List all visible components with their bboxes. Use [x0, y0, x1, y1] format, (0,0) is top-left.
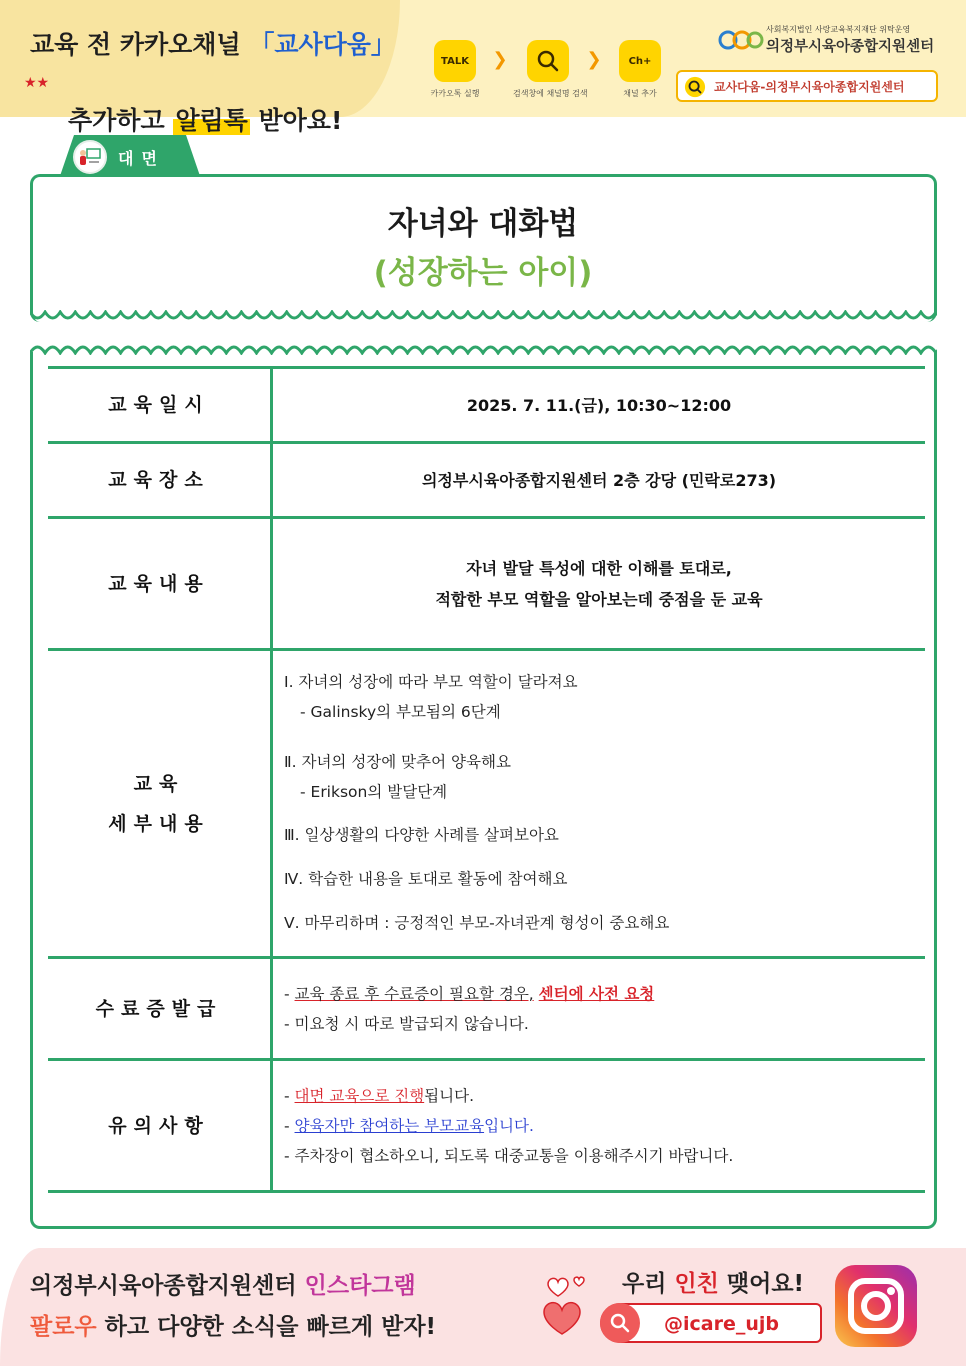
step-add-channel: Ch+ 채널 추가: [605, 40, 675, 99]
kakao-steps: [420, 40, 675, 100]
step-search: 검색창에 채널명 검색: [513, 40, 583, 99]
list-item: Ⅰ. 자녀의 성장에 따라 부모 역할이 달라져요: [284, 673, 578, 691]
table-row-certificate: [48, 956, 925, 1058]
instagram-handle-box[interactable]: [600, 1303, 822, 1343]
table-bottom-line: [48, 1190, 925, 1193]
org-logo-icon: [718, 28, 764, 52]
info-table: [48, 366, 925, 1192]
list-item: - 양육자만 참여하는 부모교육입니다.: [284, 1117, 534, 1135]
content-label: 교육내용: [108, 572, 210, 595]
insta-friend-title: 우리 인친 맺어요!: [622, 1271, 805, 1297]
alimtalk-highlight: 알림톡: [175, 106, 248, 135]
instagram-handle: @icare_ujb: [664, 1313, 779, 1335]
table-row-notes: [48, 1058, 925, 1190]
details-list: [284, 651, 914, 956]
instagram-logo-icon[interactable]: [835, 1265, 917, 1347]
table-row-content: [48, 516, 925, 648]
title-card-wave-border: [30, 310, 937, 324]
place-label: 교육장소: [108, 469, 210, 491]
org-subtitle: 사회복지법인 사랑교육복지재단 위탁운영: [766, 25, 911, 34]
page-subtitle: (성장하는 아이): [373, 255, 593, 291]
search-icon: [527, 40, 569, 82]
channel-search-text: 교사다움-의정부시육아종합지원센터: [714, 80, 905, 94]
list-item: - 미요청 시 따로 발급되지 않습니다.: [284, 1015, 529, 1033]
step-kakaotalk: TALK 카카오톡 실행: [420, 40, 490, 99]
follow-word: 팔로우: [30, 1314, 97, 1340]
kakao-promo-line1: 교육 전 카카오채널 「교사다움」★★: [24, 30, 396, 91]
channel-add-icon: Ch+: [619, 40, 661, 82]
footer-text: 의정부시육아종합지원센터 인스타그램 팔로우 하고 다양한 소식을 빠르게 받자!: [30, 1273, 437, 1340]
kakao-channel-name: 「교사다움」: [249, 30, 396, 59]
org-logo-block: [718, 22, 953, 62]
table-row-date: [48, 366, 925, 441]
content-value: 자녀 발달 특성에 대한 이해를 토대로, 적합한 부모 역할을 알아보는데 중점을 둔 교육: [435, 558, 763, 609]
search-icon: [600, 1303, 640, 1343]
table-row-details: [48, 648, 925, 956]
list-item: Ⅳ. 학습한 내용을 토대로 활동에 참여해요: [284, 870, 568, 888]
list-item: Ⅱ. 자녀의 성장에 맞추어 양육해요: [284, 753, 511, 771]
instagram-word: 인스타그램: [304, 1273, 416, 1299]
list-item: - 주차장이 협소하오니, 되도록 대중교통을 이용해주시기 바랍니다.: [284, 1147, 734, 1165]
table-row-place: [48, 441, 925, 516]
divider: [270, 651, 273, 956]
place-value: 의정부시육아종합지원센터 2층 강당 (민락로273): [421, 470, 777, 490]
details-label: 교육 세부내용: [108, 772, 210, 835]
divider: [270, 959, 273, 1058]
star-icon: ★★: [24, 75, 50, 91]
info-card-wave-border: [30, 341, 937, 355]
list-item: Ⅴ. 마무리하며 : 긍정적인 부모-자녀관계 형성이 중요해요: [284, 914, 670, 932]
org-name: 의정부시육아종합지원센터: [766, 39, 935, 55]
certificate-list: [284, 959, 914, 1058]
list-item: - 대면 교육으로 진행됩니다.: [284, 1087, 475, 1105]
pre-request-text: 센터에 사전 요청: [538, 985, 655, 1003]
certificate-label: 수료증발급: [95, 997, 223, 1020]
list-item: - Erikson의 발달단계: [300, 783, 448, 801]
heart-icon: [534, 1268, 594, 1338]
presenter-icon: [73, 140, 107, 174]
channel-search-box: [676, 70, 938, 102]
kakao-promo-line2: 추가하고 알림톡 받아요!: [68, 106, 343, 135]
notes-label: 유의사항: [108, 1114, 210, 1137]
list-item: - Galinsky의 부모됨의 6단계: [300, 703, 501, 721]
divider: [270, 1061, 273, 1190]
kakao-promo-text: [24, 26, 410, 140]
format-tag-label: 대면: [118, 149, 165, 168]
date-value: 2025. 7. 11.(금), 10:30~12:00: [466, 395, 732, 415]
kakaotalk-icon: TALK: [434, 40, 476, 82]
date-label: 교육일시: [108, 394, 210, 416]
page-title: 자녀와 대화법: [387, 206, 579, 242]
list-item: Ⅲ. 일상생활의 다양한 사례를 살펴보아요: [284, 826, 559, 844]
search-icon: [684, 76, 706, 98]
chevron-right-icon: ❯: [586, 49, 602, 70]
list-item: - 교육 종료 후 수료증이 필요할 경우, 센터에 사전 요청: [284, 985, 655, 1003]
chevron-right-icon: ❯: [492, 49, 508, 70]
notes-list: [284, 1061, 914, 1190]
